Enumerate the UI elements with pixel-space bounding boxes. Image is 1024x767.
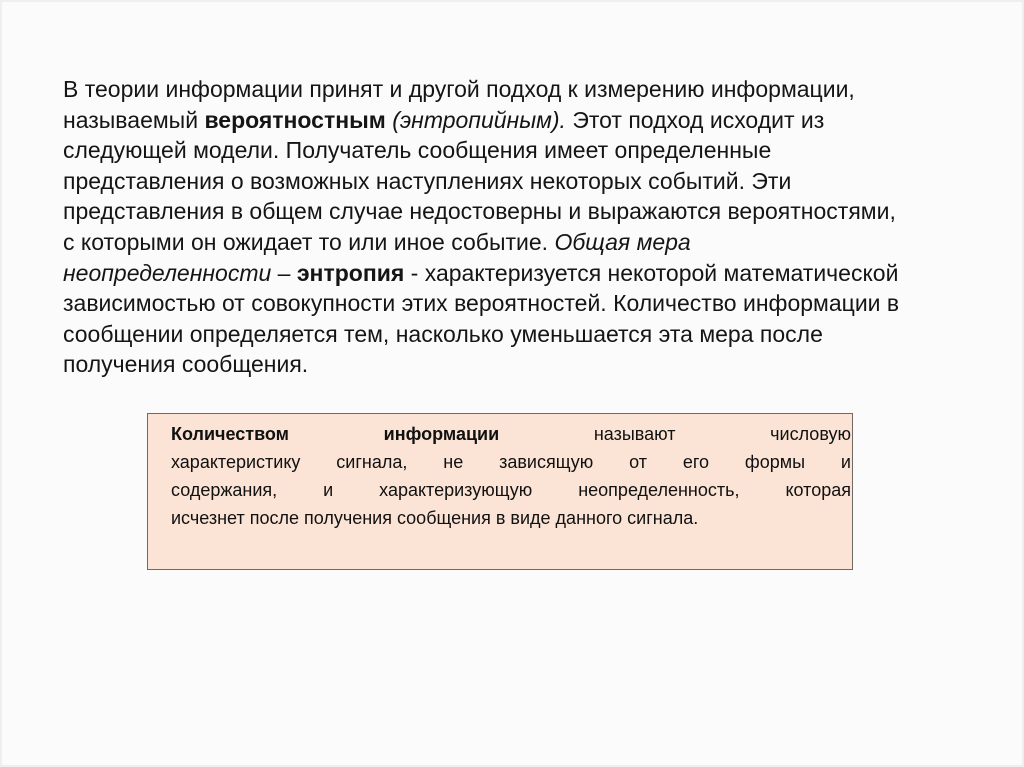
paragraph-line-7-end: - характеризуется некоторой математической (404, 259, 899, 286)
definition-line-1 (171, 420, 851, 448)
em-dash: – (271, 259, 297, 286)
paragraph-line-10: получения сообщения. (63, 351, 309, 378)
uncertainty-term: неопределенности (63, 259, 272, 286)
paragraph-line-8: зависимостью от совокупности этих вероятностей. Количество информации в (63, 290, 900, 317)
paragraph-line-1: В теории информации принят и другой подход к измерению информации, (63, 76, 855, 102)
definition-line-2: характеристику сигнала, не зависящую от его формы и (171, 452, 851, 472)
information-term: информации (383, 424, 500, 444)
definition-line-4: исчезнет после получения сообщения в виде данного сигнала. (171, 508, 699, 528)
definition-line-3: содержания, и характеризующую неопределенность, которая (171, 480, 851, 500)
paragraph-line-7 (63, 258, 1003, 289)
definition-text (171, 420, 851, 532)
amount-term: Количеством (171, 424, 289, 444)
paragraph-line-2 (63, 105, 1003, 136)
probabilistic-term: вероятностным (204, 106, 386, 133)
paragraph-line-9: сообщении определяется тем, насколько уменьшается эта мера после (63, 320, 823, 347)
entropy-approach-term: (энтропийным). (392, 106, 566, 133)
paragraph-line-3: следующей модели. Получатель сообщения имеет определенные (63, 137, 772, 164)
paragraph-line-6 (63, 227, 1003, 258)
numeric-word: числовую (770, 424, 851, 444)
paragraph-line-4: представления о возможных наступлениях некоторых событий. Эти (63, 167, 792, 194)
paragraph-line-6-start: с которыми он ожидает то или иное событие. (63, 228, 555, 255)
paragraph-line-5: представления в общем случае недостоверны и выражаются вероятностями, (63, 198, 896, 225)
called-word: называют (593, 424, 676, 444)
entropy-term: энтропия (296, 259, 405, 286)
paragraph-line-2-end: Этот подход исходит из (565, 106, 825, 133)
general-measure-term: Общая мера (554, 228, 691, 255)
paragraph-line-2-start: называемый (63, 106, 205, 133)
definition-box (147, 413, 853, 570)
main-paragraph (63, 74, 1003, 380)
